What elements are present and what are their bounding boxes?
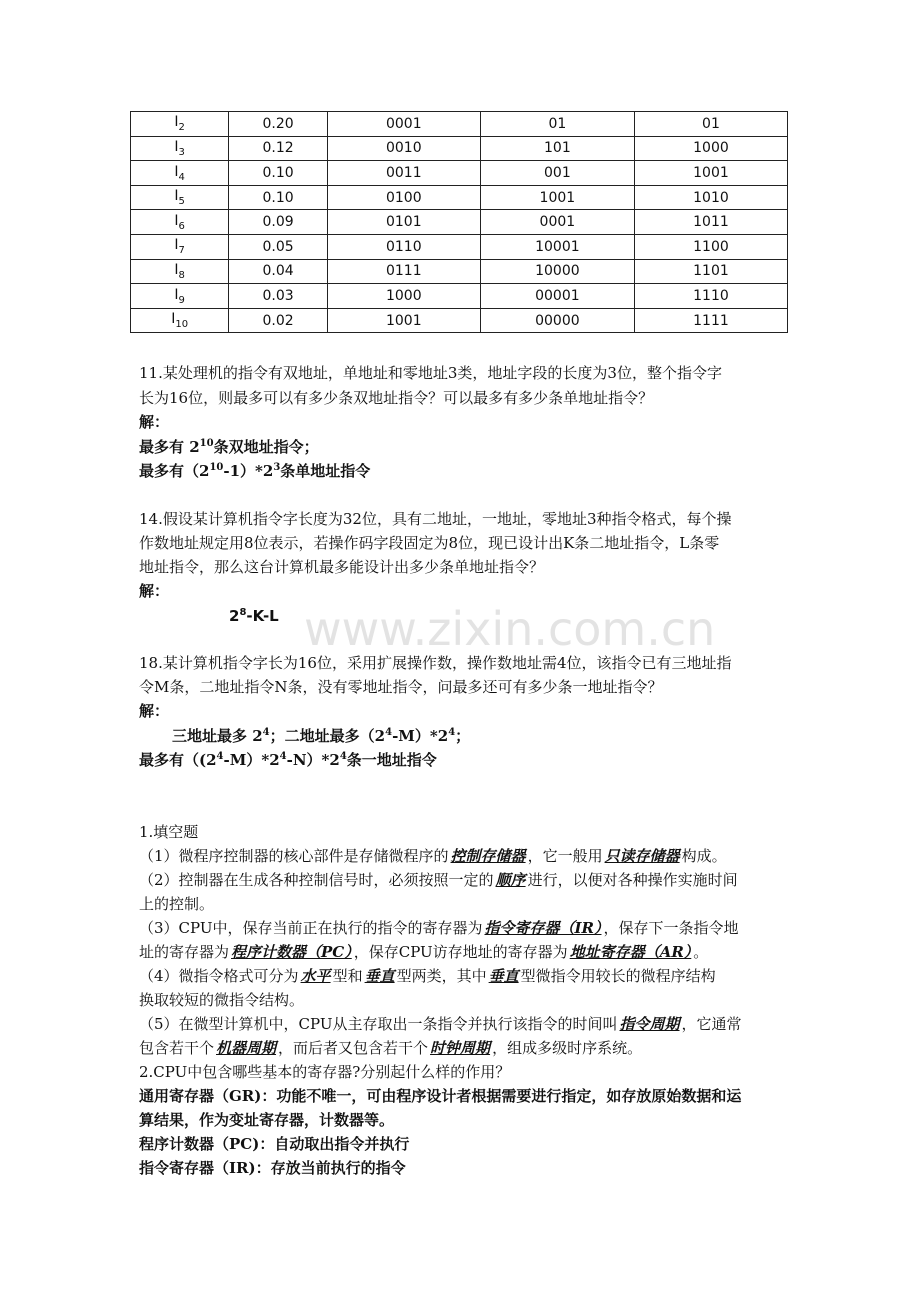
q18-text-1: 18.某计算机指令字长为16位，采用扩展操作数，操作数地址需4位，该指令已有三地址指 <box>139 654 732 672</box>
fill-title: 1.填空题 <box>139 823 199 841</box>
blank-10: 指令周期 <box>619 1015 680 1033</box>
code-c-cell: 1000 <box>634 136 787 161</box>
code-c-cell: 1111 <box>634 308 787 333</box>
table-row <box>131 234 788 259</box>
code-c-cell: 1010 <box>634 185 787 210</box>
q14-text-3: 地址指令，那么这台计算机最多能设计出多少条单地址指令？ <box>139 558 545 576</box>
q18-answer-1: 三地址最多 $2^4$；二地址最多$(2^4-M)*2^4$； <box>172 727 471 745</box>
probability-cell: 0.09 <box>229 210 327 235</box>
probability-cell: 0.12 <box>229 136 327 161</box>
code-a-cell: 1000 <box>327 284 480 309</box>
instruction-cell: $I_{10}$ <box>131 308 229 333</box>
fill-item-5: （5）在微型计算机中，CPU从主存取出一条指令并执行该指令的时间叫 指令周期 ，它通常 <box>139 1015 742 1033</box>
code-b-cell: 1001 <box>480 185 634 210</box>
probability-cell: 0.20 <box>229 112 327 137</box>
q2-answer-3: 程序计数器（PC)：自动取出指令并执行 <box>139 1135 410 1153</box>
blank-4: 指令寄存器（IR） <box>484 919 602 937</box>
table-row <box>131 210 788 235</box>
code-b-cell: 01 <box>480 112 634 137</box>
code-c-cell: 1001 <box>634 161 787 186</box>
q11-answer-2: 最多有$(2^{10}-1)*2^3$条单地址指令 <box>139 462 371 480</box>
fill-item-5-cont: 包含若干个 机器周期 ，而后者又包含若干个 时钟周期 ，组成多级时序系统。 <box>139 1039 643 1057</box>
q2-answer-1: 通用寄存器（GR)：功能不唯一，可由程序设计者根据需要进行指定，如存放原始数据和运 <box>139 1087 742 1105</box>
table-row <box>131 185 788 210</box>
table-row <box>131 259 788 284</box>
probability-cell: 0.02 <box>229 308 327 333</box>
blank-3: 顺序 <box>495 871 526 889</box>
fill-item-3-cont: 址的寄存器为 程序计数器（PC） ，保存CPU访存地址的寄存器为 地址寄存器（AR） 。 <box>139 943 709 961</box>
blank-7: 水平 <box>300 967 331 985</box>
q14-answer: $2^8-K-L$ <box>229 607 279 625</box>
code-a-cell: 0010 <box>327 136 480 161</box>
fill-item-2: （2）控制器在生成各种控制信号时，必须按照一定的 顺序 进行，以便对各种操作实施时间 <box>139 871 738 889</box>
q14-jie: 解： <box>139 582 170 600</box>
blank-6: 地址寄存器（AR） <box>569 943 692 961</box>
blank-9: 垂直 <box>488 967 519 985</box>
q2-title: 2.CPU中包含哪些基本的寄存器?分别起什么样的作用？ <box>139 1063 511 1081</box>
code-a-cell: 1001 <box>327 308 480 333</box>
code-a-cell: 0111 <box>327 259 480 284</box>
probability-cell: 0.04 <box>229 259 327 284</box>
code-b-cell: 0001 <box>480 210 634 235</box>
blank-1: 控制存储器 <box>450 847 526 865</box>
q2-answer-4: 指令寄存器（IR)：存放当前执行的指令 <box>139 1159 406 1177</box>
blank-2: 只读存储器 <box>604 847 680 865</box>
instruction-cell: $I_8$ <box>131 259 229 284</box>
q11-text-2: 长为16位，则最多可以有多少条双地址指令？可以最多有多少条单地址指令？ <box>139 389 654 407</box>
probability-cell: 0.10 <box>229 161 327 186</box>
fill-item-2-cont: 上的控制。 <box>139 895 215 913</box>
q11-text-1: 11.某处理机的指令有双地址，单地址和零地址3类，地址字段的长度为3位，整个指令字 <box>139 364 722 382</box>
instruction-cell: $I_4$ <box>131 161 229 186</box>
code-c-cell: 1101 <box>634 259 787 284</box>
code-a-cell: 0100 <box>327 185 480 210</box>
table-row <box>131 308 788 333</box>
q11-jie: 解： <box>139 413 170 431</box>
fill-item-4: （4）微指令格式可分为 水平 型和 垂直 型两类，其中 垂直 型微指令用较长的微程序结构 <box>139 967 716 985</box>
instruction-cell: $I_9$ <box>131 284 229 309</box>
code-b-cell: 101 <box>480 136 634 161</box>
encoding-table <box>130 111 788 333</box>
table-row <box>131 161 788 186</box>
code-b-cell: 00001 <box>480 284 634 309</box>
code-c-cell: 01 <box>634 112 787 137</box>
table-row <box>131 284 788 309</box>
instruction-cell: $I_5$ <box>131 185 229 210</box>
q18-jie: 解： <box>139 702 170 720</box>
instruction-cell: $I_7$ <box>131 234 229 259</box>
fill-item-1: （1）微程序控制器的核心部件是存储微程序的 控制存储器 ，它一般用 只读存储器 构成。 <box>139 847 727 865</box>
q14-text-1: 14.假设某计算机指令字长度为32位，具有二地址，一地址，零地址3种指令格式，每个操 <box>139 510 732 528</box>
fill-item-4-cont: 换取较短的微指令结构。 <box>139 991 305 1009</box>
blank-12: 时钟周期 <box>430 1039 491 1057</box>
instruction-cell: $I_3$ <box>131 136 229 161</box>
fill-item-3: （3）CPU中，保存当前正在执行的指令的寄存器为 指令寄存器（IR） ，保存下一条指令地 <box>139 919 739 937</box>
blank-11: 机器周期 <box>216 1039 277 1057</box>
code-c-cell: 1100 <box>634 234 787 259</box>
probability-cell: 0.05 <box>229 234 327 259</box>
q14-text-2: 作数地址规定用8位表示，若操作码字段固定为8位，现已设计出K条二地址指令，L条零 <box>139 534 720 552</box>
blank-5: 程序计数器（PC） <box>231 943 352 961</box>
code-a-cell: 0110 <box>327 234 480 259</box>
probability-cell: 0.03 <box>229 284 327 309</box>
code-b-cell: 00000 <box>480 308 634 333</box>
q18-text-2: 令M条，二地址指令N条，没有零地址指令，问最多还可有多少条一地址指令？ <box>139 678 663 696</box>
q11-answer-1: 最多有 $2^{10}$条双地址指令； <box>139 438 319 456</box>
probability-cell: 0.10 <box>229 185 327 210</box>
q2-answer-2: 算结果，作为变址寄存器，计数器等。 <box>139 1111 395 1129</box>
code-b-cell: 001 <box>480 161 634 186</box>
table-row <box>131 112 788 137</box>
code-b-cell: 10000 <box>480 259 634 284</box>
watermark: www.zixin.com.cn <box>304 602 716 656</box>
table-row <box>131 136 788 161</box>
blank-8: 垂直 <box>364 967 395 985</box>
code-b-cell: 10001 <box>480 234 634 259</box>
q18-answer-2: 最多有$((2^4-M)*2^4-N)*2^4$条一地址指令 <box>139 751 437 769</box>
code-a-cell: 0011 <box>327 161 480 186</box>
code-a-cell: 0001 <box>327 112 480 137</box>
instruction-cell: $I_6$ <box>131 210 229 235</box>
code-c-cell: 1011 <box>634 210 787 235</box>
code-a-cell: 0101 <box>327 210 480 235</box>
instruction-cell: $I_2$ <box>131 112 229 137</box>
code-c-cell: 1110 <box>634 284 787 309</box>
